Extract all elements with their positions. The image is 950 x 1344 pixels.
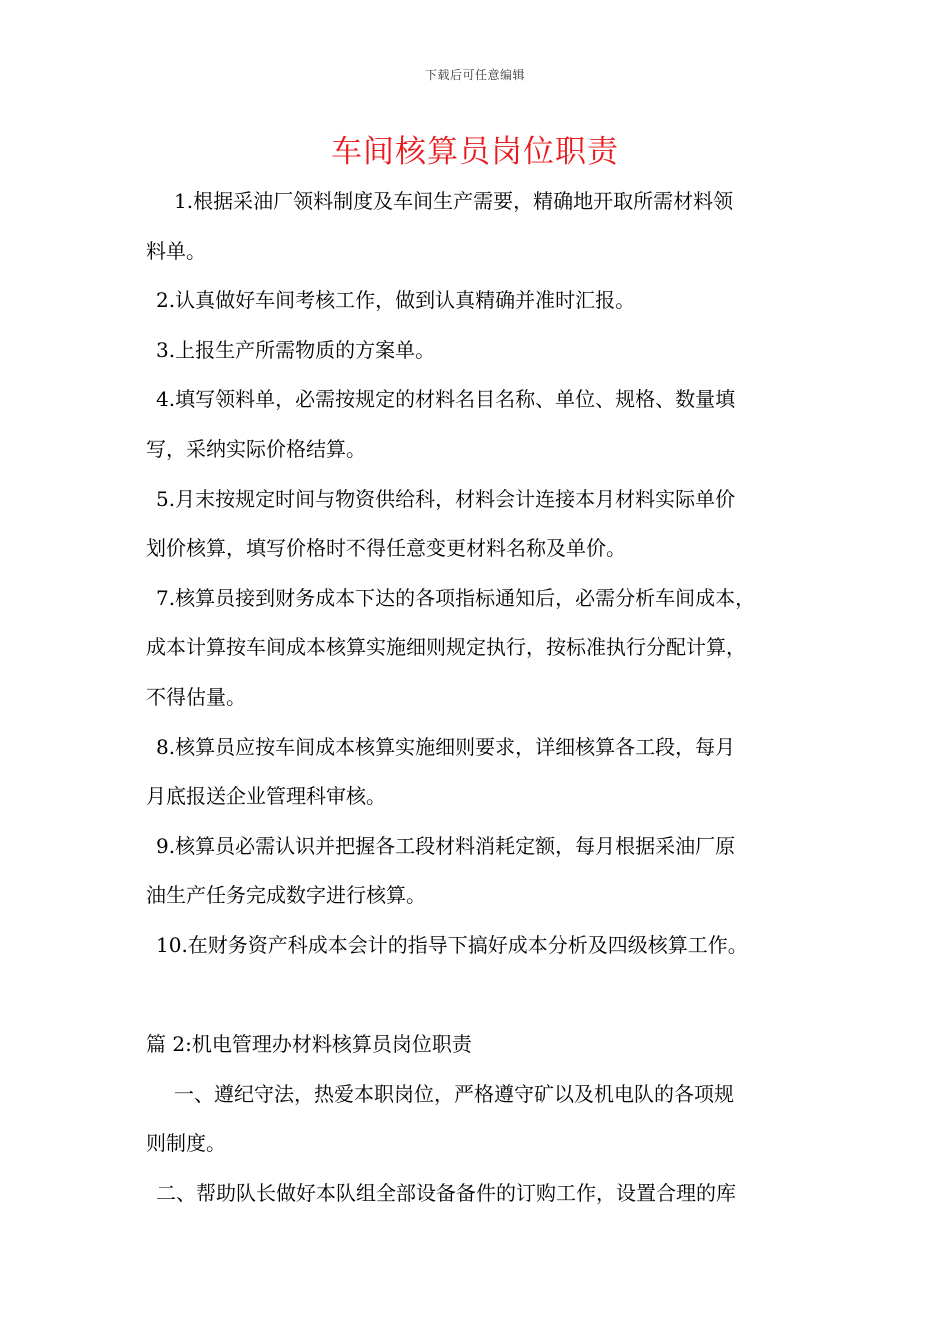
paragraph-line: 10.在财务资产科成本会计的指导下搞好成本分析及四级核算工作。	[156, 932, 748, 957]
paragraph-line: 5.月末按规定时间与物资供给科，材料会计连接本月材料实际单价	[156, 486, 736, 511]
document-body	[146, 177, 822, 1218]
paragraph-line: 篇 2:机电管理办材料核算员岗位职责	[146, 1032, 472, 1057]
paragraph-line: 一、遵纪守法，热爱本职岗位，严格遵守矿以及机电队的各项规	[174, 1081, 734, 1106]
paragraph-line: 不得估量。	[146, 684, 246, 709]
document-title: 车间核算员岗位职责	[331, 134, 619, 170]
paragraph-line: 3.上报生产所需物质的方案单。	[156, 337, 436, 362]
paragraph-line: 7.核算员接到财务成本下达的各项指标通知后，必需分析车间成本，	[156, 585, 756, 610]
paragraph-line: 料单。	[146, 238, 206, 263]
page-header: 下载后可任意编辑	[424, 68, 525, 82]
paragraph-line: 油生产任务完成数字进行核算。	[146, 883, 426, 908]
paragraph-line: 则制度。	[146, 1131, 226, 1156]
paragraph-line: 写，采纳实际价格结算。	[146, 436, 366, 461]
paragraph-line: 2.认真做好车间考核工作，做到认真精确并准时汇报。	[156, 288, 636, 313]
paragraph-line: 成本计算按车间成本核算实施细则规定执行，按标准执行分配计算，	[146, 635, 746, 660]
paragraph-line: 4.填写领料单，必需按规定的材料名目名称、单位、规格、数量填	[156, 387, 736, 412]
paragraph-line: 月底报送企业管理科审核。	[146, 784, 386, 809]
paragraph-line: 8.核算员应按车间成本核算实施细则要求，详细核算各工段，每月	[156, 734, 736, 759]
paragraph-line: 划价核算，填写价格时不得任意变更材料名称及单价。	[146, 536, 626, 561]
paragraph-line: 1.根据采油厂领料制度及车间生产需要，精确地开取所需材料领	[174, 189, 734, 213]
paragraph-line: 9.核算员必需认识并把握各工段材料消耗定额，每月根据采油厂原	[156, 833, 736, 858]
blank-line	[146, 971, 822, 1021]
paragraph-line: 二、帮助队长做好本队组全部设备备件的订购工作，设置合理的库	[156, 1180, 736, 1205]
